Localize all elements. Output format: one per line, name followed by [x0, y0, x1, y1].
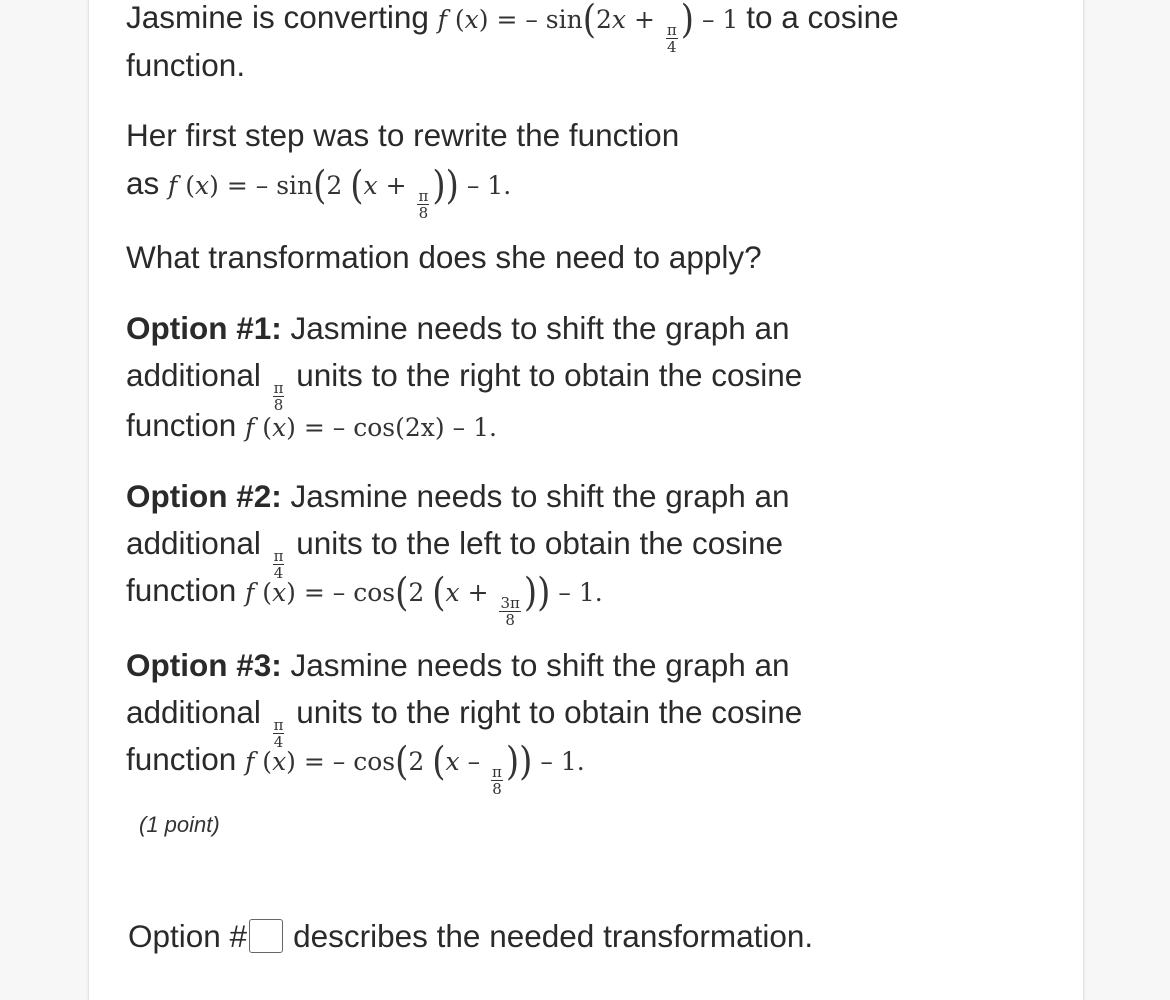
fraction-pi-over-8: $\frac{\pi}{8}$ — [492, 763, 502, 798]
point-value: (1 point) — [139, 812, 220, 837]
fraction-pi-over-4: $\frac{\pi}{4}$ — [666, 21, 677, 56]
option-1-line-3: function f (x) = – cos(2x) – 1. — [126, 407, 497, 443]
option-1-line-2: additional $\frac{\pi}{8}$ units to the right to obtain the cosine — [126, 357, 803, 414]
fraction-pi-over-4: $\frac{\pi}{4}$ — [273, 547, 284, 582]
fraction-pi-over-8: $\frac{\pi}{8}$ — [273, 379, 284, 414]
option-3-line-2: additional $\frac{\pi}{4}$ units to the right to obtain the cosine — [126, 694, 803, 751]
intro-line-2: function. — [126, 47, 246, 83]
math-option-2-function: f (x) = – cos(2 (x + $\frac{3\pi}{8}$ )) – 1. — [245, 569, 603, 629]
fraction-pi-over-8: $\frac{\pi}{8}$ — [418, 187, 429, 222]
option-2-line-2: additional $\frac{\pi}{4}$ units to the left to obtain the cosine — [126, 525, 784, 582]
answer-suffix: describes the needed transformation. — [293, 918, 814, 954]
math-original-function: f (x) = – sin(2x + $\frac{\pi}{4}$ ) – 1 — [437, 0, 739, 56]
math-option-3-function: f (x) = – cos(2 (x – $\frac{\pi}{8}$ )) – 1. — [245, 738, 585, 798]
option-2-line-1: Option #2: Jasmine needs to shift the graph an — [126, 478, 790, 514]
option-1-line-1: Option #1: Jasmine needs to shift the graph an — [126, 310, 790, 346]
option-2-line-3: function f (x) = – cos(2 (x + $\frac{3\pi}{8}$ )) – 1. — [126, 569, 603, 629]
answer-prefix: Option # — [128, 918, 248, 954]
intro-text: Jasmine is converting — [126, 0, 429, 35]
option-3-line-3: function f (x) = – cos(2 (x – $\frac{\pi}{8}$ )) – 1. — [126, 738, 585, 798]
answer-input[interactable] — [249, 919, 283, 953]
step-line: Her first step was to rewrite the function — [126, 117, 680, 153]
option-3-label: Option #3: — [126, 647, 282, 683]
fraction-3pi-over-8: $\frac{3\pi}{8}$ — [500, 594, 520, 629]
step-line-2: as f (x) = – sin(2 (x + $\frac{\pi}{8}$ )) – 1. — [126, 162, 512, 222]
math-option-1-function: f (x) = – cos(2x) – 1. — [245, 413, 497, 442]
option-1-label: Option #1: — [126, 310, 282, 346]
answer-row — [128, 912, 813, 960]
option-3-line-1: Option #3: Jasmine needs to shift the graph an — [126, 647, 790, 683]
option-2-label: Option #2: — [126, 478, 282, 514]
intro-text-end: to a cosine — [746, 0, 899, 35]
fraction-pi-over-4: $\frac{\pi}{4}$ — [273, 716, 284, 751]
math-rewritten-function: f (x) = – sin(2 (x + $\frac{\pi}{8}$ )) – 1. — [168, 162, 512, 222]
question-prompt: What transformation does she need to apply? — [126, 239, 762, 275]
